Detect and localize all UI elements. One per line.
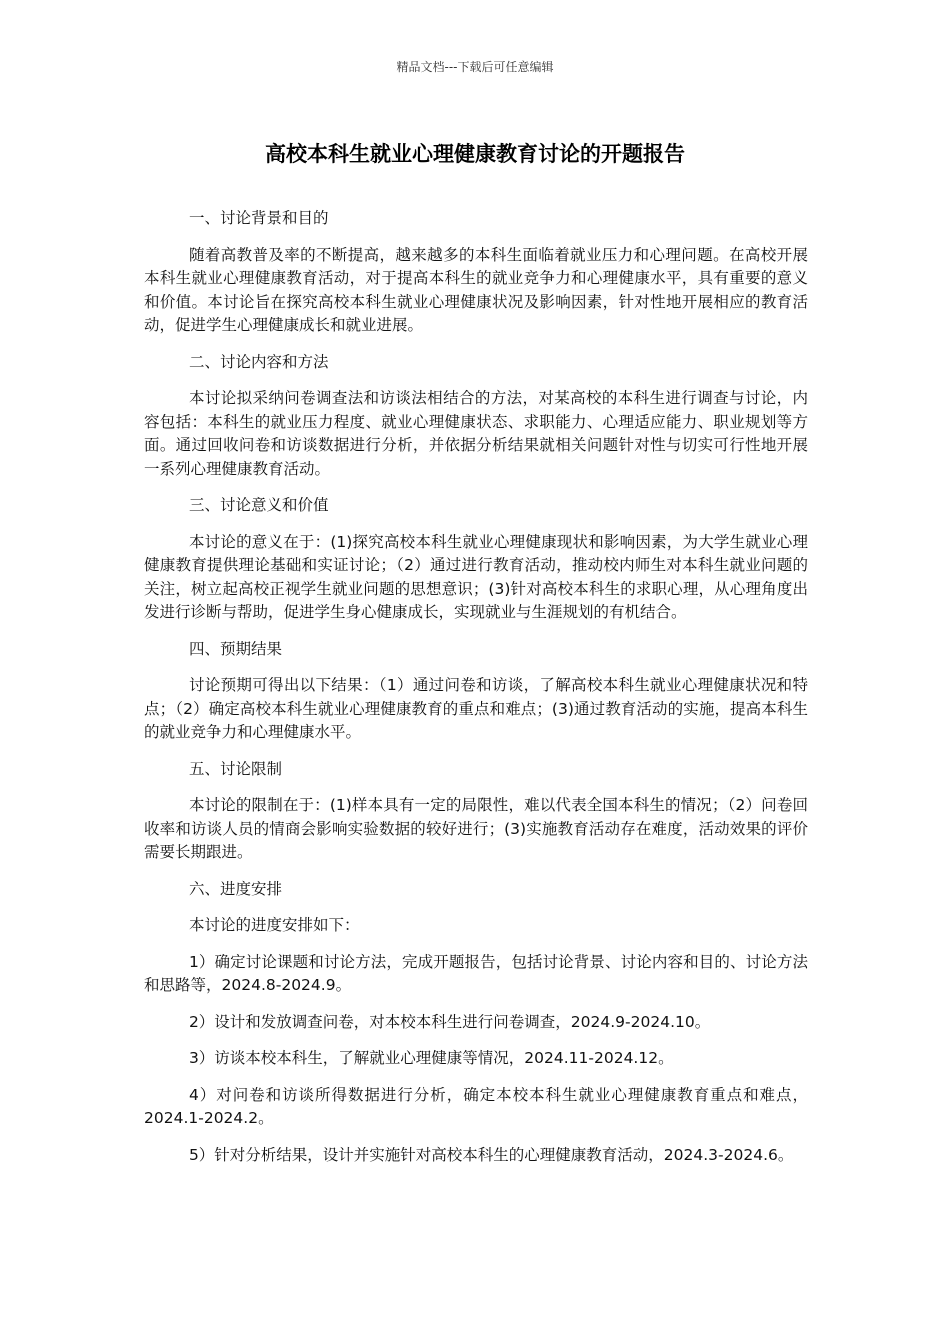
section-paragraph: 本讨论的限制在于：(1)样本具有一定的局限性，难以代表全国本科生的情况；（2）问卷回收率和访谈人员的情商会影响实验数据的较好进行；(3)实施教育活动存在难度，活动效果的评价需要长期跟进。 [144, 796, 808, 861]
header-note: 精品文档---下载后可任意编辑 [396, 60, 554, 74]
schedule-item: 5）针对分析结果，设计并实施针对高校本科生的心理健康教育活动，2024.3-2024.6。 [188, 1145, 794, 1164]
schedule-item: 1）确定讨论课题和讨论方法，完成开题报告，包括讨论背景、讨论内容和目的、讨论方法和思路等，2024.8-2024.9。 [144, 952, 808, 994]
section-heading: 二、讨论内容和方法 [188, 352, 329, 371]
section-paragraph: 讨论预期可得出以下结果：（1）通过问卷和访谈，了解高校本科生就业心理健康状况和特点；（2）确定高校本科生就业心理健康教育的重点和难点；(3)通过教育活动的实施，提高本科生的就业竞争力和心理健康水平。 [144, 676, 808, 741]
schedule-item: 3）访谈本校本科生，了解就业心理健康等情况，2024.11-2024.12。 [188, 1049, 674, 1067]
section-heading: 四、预期结果 [188, 639, 282, 658]
section-paragraph: 随着高教普及率的不断提高，越来越多的本科生面临着就业压力和心理问题。在高校开展本科生就业心理健康教育活动，对于提高本科生的就业竞争力和心理健康水平，具有重要的意义和价值。本讨论旨在探究高校本科生就业心理健康状况及影响因素，针对性地开展相应的教育活动，促进学生心理健康成长和就业进展。 [144, 245, 808, 334]
document-title: 高校本科生就业心理健康教育讨论的开题报告 [265, 142, 685, 166]
document-body [144, 207, 808, 1180]
section-heading: 六、进度安排 [188, 879, 282, 898]
section-heading: 五、讨论限制 [188, 759, 282, 778]
section-paragraph: 本讨论的意义在于：(1)探究高校本科生就业心理健康现状和影响因素，为大学生就业心理健康教育提供理论基础和实证讨论；（2）通过进行教育活动，推动校内师生对本科生就业问题的关注，树立起高校正视学生就业问题的思想意识；(3)针对高校本科生的求职心理，从心理角度出发进行诊断与帮助，促进学生身心健康成长，实现就业与生涯规划的有机结合。 [144, 532, 808, 621]
section-paragraph: 本讨论拟采纳问卷调查法和访谈法相结合的方法，对某高校的本科生进行调查与讨论，内容包括：本科生的就业压力程度、就业心理健康状态、求职能力、心理适应能力、职业规划等方面。通过回收问卷和访谈数据进行分析，并依据分析结果就相关问题针对性与切实可行性地开展一系列心理健康教育活动。 [144, 389, 808, 478]
section-heading: 一、讨论背景和目的 [188, 209, 329, 227]
schedule-item: 4）对问卷和访谈所得数据进行分析，确定本校本科生就业心理健康教育重点和难点，2024.1-2024.2。 [144, 1085, 808, 1127]
schedule-item: 2）设计和发放调查问卷，对本校本科生进行问卷调查，2024.9-2024.10。 [188, 1012, 711, 1031]
section-heading: 三、讨论意义和价值 [188, 496, 329, 514]
section-paragraph: 本讨论的进度安排如下： [188, 916, 360, 934]
